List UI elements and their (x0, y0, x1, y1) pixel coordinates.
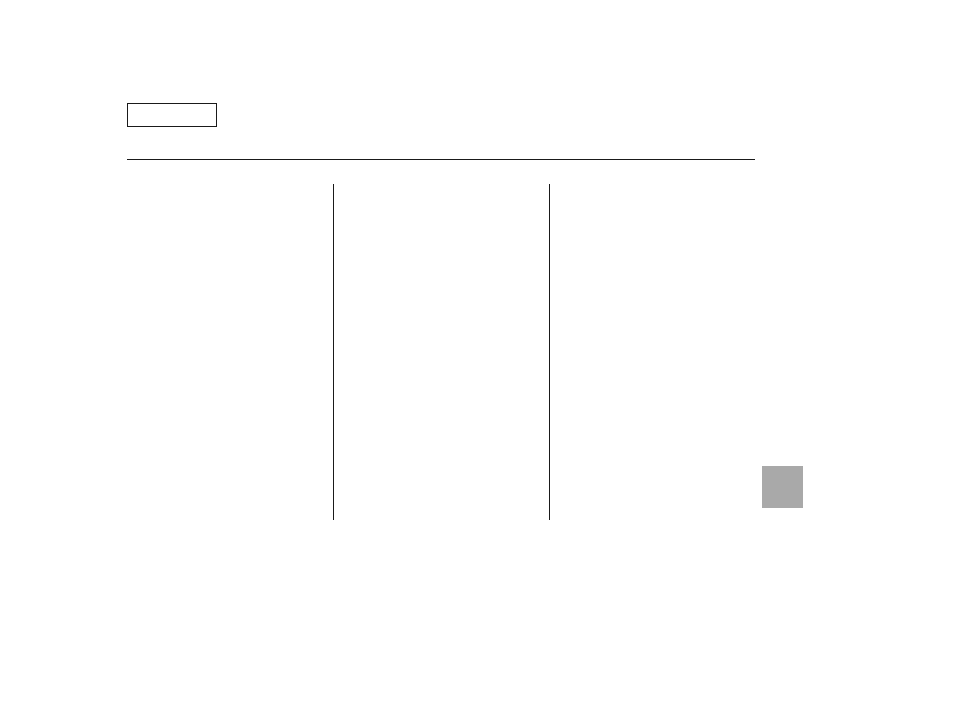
index-side-tab[interactable] (762, 466, 803, 508)
title-divider (127, 159, 755, 160)
column-divider-2 (549, 184, 550, 520)
header-blank-box (127, 103, 217, 127)
column-divider-1 (333, 184, 334, 520)
